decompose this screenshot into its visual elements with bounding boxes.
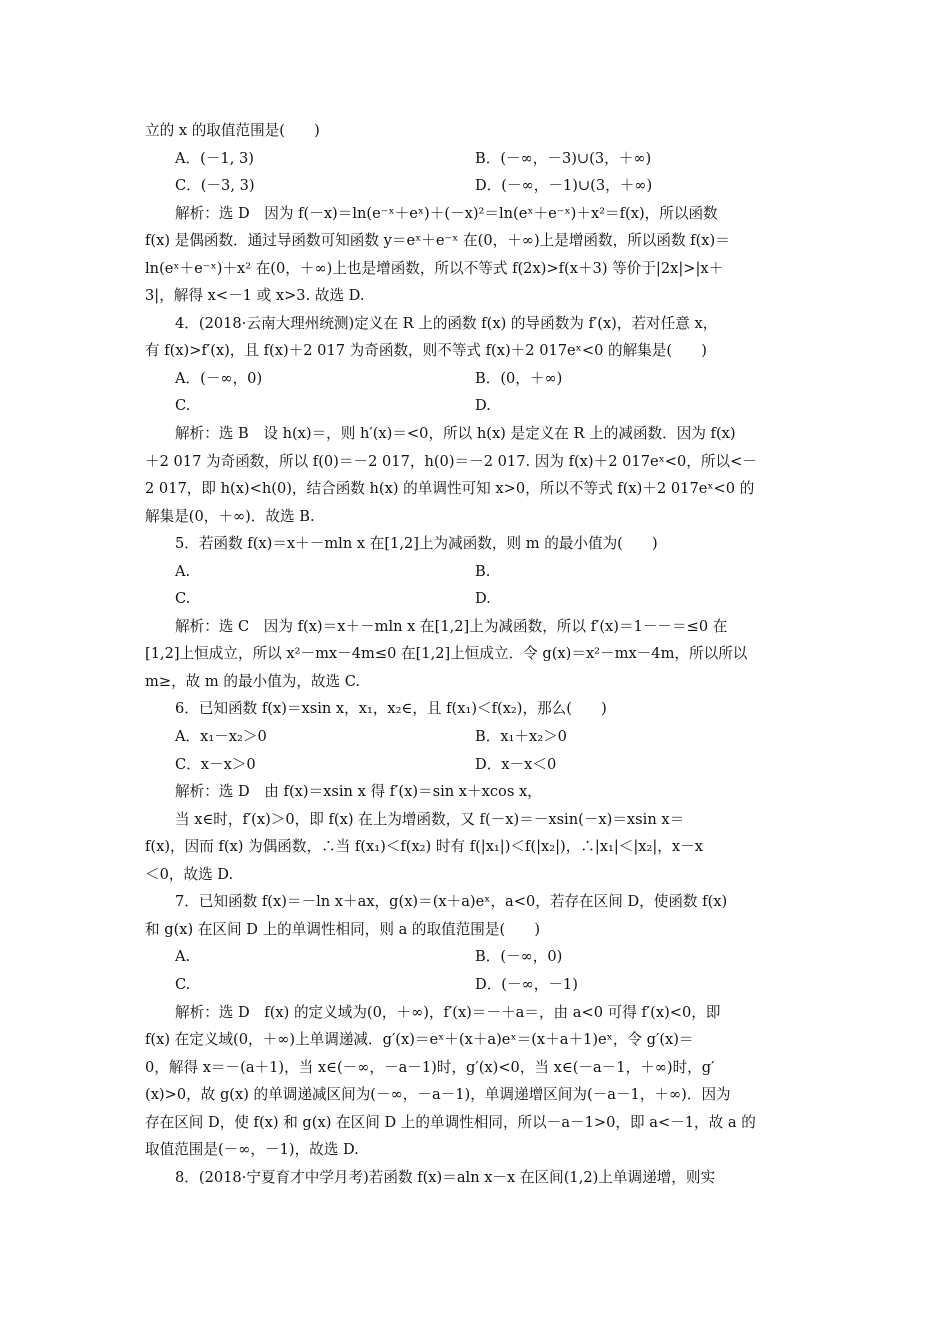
text-line: 3|，解得 x<－1 或 x>3. 故选 D. [145, 287, 365, 305]
text-line: f(x) 在定义域(0，＋∞)上单调递减．g′(x)＝eˣ＋(x＋a)eˣ＝(x＋a＋1)eˣ，令 g′(x)＝ [145, 1031, 694, 1049]
option-row [145, 971, 810, 999]
text-line: f(x)，因而 f(x) 为偶函数，∴当 f(x₁)＜f(x₂) 时有 f(|x₁|)＜f(|x₂|)，∴|x₁|＜|x₂|，x－x [145, 838, 703, 856]
option-right: D．(－∞，－1) [475, 975, 578, 993]
text-line: 当 x∈时，f′(x)＞0，即 f(x) 在上为增函数，又 f(－x)＝－xsin(－x)＝xsin x＝ [175, 810, 685, 828]
option-row [145, 365, 810, 393]
text-line: ln(eˣ＋e⁻ˣ)＋x² 在(0，＋∞)上也是增函数，所以不等式 f(2x)>f(x＋3) 等价于|2x|>|x＋ [145, 259, 724, 277]
text-line: ＜0，故选 D. [145, 865, 234, 883]
text-line: m≥，故 m 的最小值为，故选 C. [145, 672, 361, 690]
option-left: C．(－3, 3) [175, 177, 255, 195]
option-left: A．(－1, 3) [175, 149, 254, 167]
text-line: 有 f(x)>f′(x)，且 f(x)＋2 017 为奇函数，则不等式 f(x)＋2 017eˣ<0 的解集是( ) [145, 342, 707, 360]
option-left: A. [175, 948, 191, 966]
text-line: 0，解得 x＝－(a＋1)，当 x∈(－∞，－a－1)时，g′(x)<0，当 x∈(－a－1，＋∞)时，g′ [145, 1058, 715, 1076]
option-left: A．(－∞，0) [175, 369, 263, 387]
option-left: C. [175, 975, 191, 993]
option-right: D. [475, 590, 491, 608]
text-line: 4．(2018·云南大理州统测)定义在 R 上的函数 f(x) 的导函数为 f′(x)，若对任意 x， [175, 314, 718, 332]
option-row [145, 943, 810, 971]
text-line: 立的 x 的取值范围是( ) [145, 122, 320, 139]
option-row [145, 751, 810, 779]
option-left: C．x－x＞0 [175, 755, 256, 773]
text-line: 解析：选 C 因为 f(x)＝x＋－mln x 在[1,2]上为减函数，所以 f′(x)＝1－－＝≤0 在 [175, 617, 728, 635]
option-right: B. [475, 562, 491, 580]
text-line: 解集是(0，＋∞)．故选 B. [145, 507, 315, 525]
text-line: 解析：选 D f(x) 的定义域为(0，＋∞)，f′(x)＝－＋a＝，由 a<0 可得 f′(x)<0，即 [175, 1003, 721, 1021]
text-line: 6．已知函数 f(x)＝xsin x，x₁，x₂∈，且 f(x₁)＜f(x₂)，那么( ) [175, 700, 607, 718]
text-line: 存在区间 D，使 f(x) 和 g(x) 在区间 D 上的单调性相同，所以－a－1>0，即 a<－1，故 a 的 [145, 1113, 756, 1131]
option-right: B．(－∞，－3)∪(3，＋∞) [475, 149, 652, 167]
text-line: f(x) 是偶函数．通过导函数可知函数 y＝eˣ＋e⁻ˣ 在(0，＋∞)上是增函数，所以函数 f(x)＝ [145, 232, 730, 250]
document-page [145, 117, 810, 1191]
text-line: 2 017，即 h(x)<h(0)，结合函数 h(x) 的单调性可知 x>0，所以不等式 f(x)＋2 017eˣ<0 的 [145, 480, 755, 498]
option-left: A. [175, 562, 191, 580]
text-line: 5．若函数 f(x)＝x＋－mln x 在[1,2]上为减函数，则 m 的最小值为( ) [175, 535, 658, 553]
option-right: D．x－x＜0 [475, 755, 557, 773]
option-right: B．(0，＋∞) [475, 369, 563, 387]
option-row [145, 172, 810, 200]
text-line: 取值范围是(－∞，－1)，故选 D. [145, 1141, 359, 1159]
text-line: 8．(2018·宁夏育才中学月考)若函数 f(x)＝aln x－x 在区间(1,2)上单调递增，则实 [175, 1168, 716, 1186]
option-right: D. [475, 397, 491, 415]
text-line: 7．已知函数 f(x)＝－ln x＋ax，g(x)＝(x＋a)eˣ，a<0，若存在区间 D，使函数 f(x) [175, 893, 728, 911]
option-right: B．(－∞，0) [475, 948, 563, 966]
option-row [145, 392, 810, 420]
option-right: B．x₁＋x₂＞0 [475, 728, 567, 746]
option-row [145, 145, 810, 173]
option-row [145, 585, 810, 613]
text-line: ＋2 017 为奇函数，所以 f(0)＝－2 017，h(0)＝－2 017. 因为 f(x)＋2 017eˣ<0，所以<－ [145, 452, 757, 470]
option-row [145, 723, 810, 751]
text-line: [1,2]上恒成立，所以 x²－mx－4m≤0 在[1,2]上恒成立．令 g(x)＝x²－mx－4m，所以所以 [145, 645, 748, 663]
option-right: D．(－∞，－1)∪(3，＋∞) [475, 177, 653, 195]
option-left: C. [175, 590, 191, 608]
text-line: 解析：选 D 由 f(x)＝xsin x 得 f′(x)＝sin x＋xcos x， [175, 783, 542, 801]
text-line: 解析：选 D 因为 f(－x)＝ln(e⁻ˣ＋eˣ)＋(－x)²＝ln(eˣ＋e⁻ˣ)＋x²＝f(x)，所以函数 [175, 204, 718, 222]
text-line: 和 g(x) 在区间 D 上的单调性相同，则 a 的取值范围是( ) [145, 920, 541, 938]
text-line: 解析：选 B 设 h(x)＝，则 h′(x)＝<0，所以 h(x) 是定义在 R 上的减函数．因为 f(x) [175, 425, 736, 443]
option-left: C. [175, 397, 191, 415]
option-row [145, 558, 810, 586]
option-left: A．x₁－x₂＞0 [175, 728, 267, 746]
text-line: (x)>0，故 g(x) 的单调递减区间为(－∞，－a－1)，单调递增区间为(－a－1，＋∞)．因为 [145, 1086, 731, 1104]
